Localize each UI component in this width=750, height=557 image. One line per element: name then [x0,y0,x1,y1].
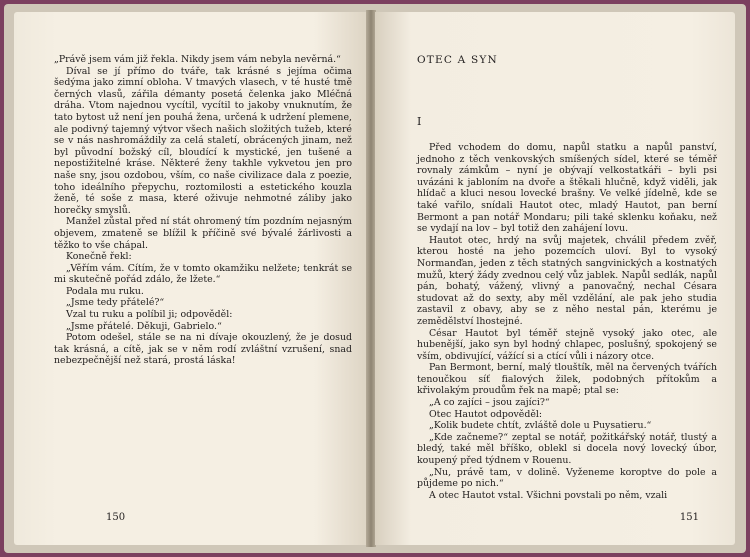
right-page [375,12,735,545]
paragraph: Potom odešel, stále se na ni dívaje okouzlený, že je dosud tak krásná, a cítě, jak se v něm rodí zvláštní vzrušení, snad nebezpečnější než stará, prostá láska! [54,332,352,367]
chapter-title: OTEC A SYN [417,54,498,66]
right-page-text [417,142,717,501]
paragraph: „Právě jsem vám již řekla. Nikdy jsem vám nebyla nevěrná.“ [54,54,341,65]
left-page-text [54,54,352,367]
paragraph: Podala mu ruku. [66,285,144,297]
paragraph: Díval se jí přímo do tváře, tak krásné s jejíma očima šedýma jako zimní obloha. V tmavých vlasech, v té husté tmě černých vlasů, zářila démanty posetá čelenka jako Mléčná dráha. Vtom najednou vycítil, vycítil to jakoby vnuknutím, že tato bytost už není jen pouhá žena, určená k udržení plemene, ale podivný tajemný výtvor všech našich složitých tužeb, které se v nás nashromáždily za celá staletí, obrácených jinam, než byl původní božský cíl, bloudící k mystické, jen tušené a nepostižitelné kráse. Některé ženy takhle vykvetou jen pro naše sny, jsou ozdobou, vším, co naše civilizace dala z poezie, toho ideálního přepychu, roztomilosti a estetického kouzla ženě, té soše z masa, které oživuje nehmotné záliby jako horečky smyslů. [54,65,352,216]
paragraph: „Věřím vám. Cítím, že v tomto okamžiku nelžete; tenkrát se mi skutečně pořád zdálo, že lžete.“ [54,262,352,286]
paragraph: Hautot otec, hrdý na svůj majetek, chválil předem zvěř, kterou hosté na jeho pozemcích uloví. Byl to vysoký Normanďan, jeden z těch statných sangvinických a kostnatých mužů, který žády zvednou celý vůz jablek. Napůl sedlák, napůl pán, bohatý, vážený, vlivný a panovačný, nechal Césara studovat až do sexty, aby měl vzdělání, ale pak jeho studia zastavil z obavy, aby se z něho nestal pán, kterému je zemědělství lhostejné. [417,234,717,327]
page-number-left: 150 [106,512,126,523]
paragraph: „A co zajíci – jsou zajíci?“ [429,397,550,409]
paragraph: „Jsme přátelé. Děkuji, Gabrielo.“ [66,320,222,332]
paragraph: „Nu, právě tam, v dolině. Vyženeme koroptve do pole a půjdeme po nich.“ [417,466,717,490]
paragraph: Před vchodem do domu, napůl statku a napůl panství, jednoho z těch venkovských smíšených sídel, které se téměř rovnaly zámkům – nyní je obývají velkostatkáři – byli psi uvázáni k jabloním na dvoře a štěkali hlučně, když viděli, jak hlídač a kluci nesou lovecké brašny. Ve velké jídelně, kde se také vařilo, snídali Hautot otec, mladý Hautot, pan berní Bermont a pan notář Mondaru; pili také sklenku koňaku, než se vydají na lov – byl totiž den zahájení lovu. [417,142,717,235]
paragraph: Vzal tu ruku a políbil ji; odpověděl: [66,309,233,321]
paragraph: Konečně řekl: [66,251,132,263]
paragraph: Pan Bermont, berní, malý tlouštík, měl na červených tvářích tenoučkou síť fialových žilek, podobných přítokům a křivolakým proudům řek na mapě; ptal se: [417,362,717,397]
section-number: I [417,115,422,128]
paragraph: „Kde začneme?“ zeptal se notář, požitkářský notář, tlustý a bledý, také měl bříško, oblekl si docela nový lovecký úbor, koupený před týdnem v Rouenu. [417,431,717,467]
paragraph: A otec Hautot vstal. Všichni povstali po něm, vzali [429,489,668,501]
paragraph: Otec Hautot odpověděl: [429,408,543,420]
left-page [14,12,367,545]
paragraph: „Kolik budete chtít, zvláště dole u Puysatieru.“ [429,420,652,432]
paragraph: César Hautot byl téměř stejně vysoký jako otec, ale hubenější, jako syn byl hodný chlapec, poslušný, spokojený se vším, obdivující, vážící si a ctící vůli i názory otce. [417,327,717,362]
paragraph: „Jsme tedy přátelé?“ [66,297,165,309]
page-number-right: 151 [679,512,699,523]
paragraph: Manžel zůstal před ní stát ohromený tím pozdním nejasným objevem, zmateně se blížil k příčině své bývalé žárlivosti a těžko to vše chápal. [54,216,352,251]
open-book [4,4,746,553]
